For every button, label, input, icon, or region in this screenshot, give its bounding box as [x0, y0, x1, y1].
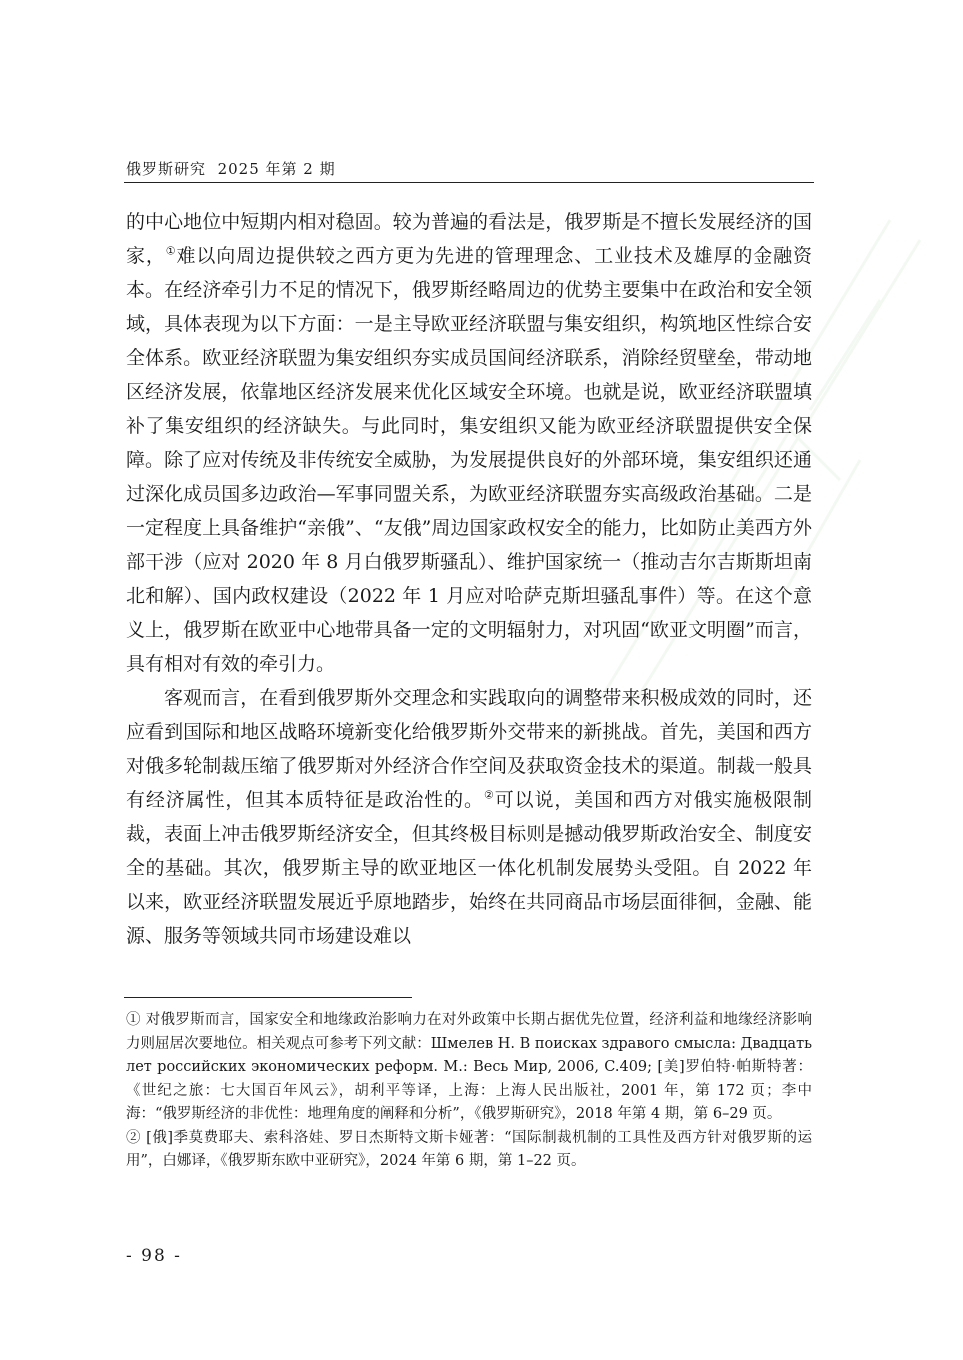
- paragraph-2: 客观而言，在看到俄罗斯外交理念和实践取向的调整带来积极成效的同时，还应看到国际和地区战略环境新变化给俄罗斯外交带来的新挑战。首先，美国和西方对俄多轮制裁压缩了俄罗斯对外经济合作空间及获取资金技术的渠道。制裁一般具有经济属性，但其本质特征是政治性的。②可以说，美国和西方对俄实施极限制裁，表面上冲击俄罗斯经济安全，但其终极目标则是撼动俄罗斯政治安全、制度安全的基础。其次，俄罗斯主导的欧亚地区一体化机制发展势头受阻。自 2022 年以来，欧亚经济联盟发展近乎原地踏步，始终在共同商品市场层面徘徊，金融、能源、服务等领域共同市场建设难以: [126, 687, 812, 947]
- footnote-rule: [124, 997, 412, 998]
- footnote-ref-1[interactable]: ①: [165, 244, 177, 258]
- footnote-1: ① 对俄罗斯而言，国家安全和地缘政治影响力在对外政策中长期占据优先位置，经济利益和地缘经济影响力则屈居次要地位。相关观点可参考下列文献：Шмелев Н. В поисках здравого смысла: Двадцать лет российских экономических реформ. М.: Весь Мир, 2006, C.409; [美]罗伯特·帕斯特著：《世纪之旅：七大国百年风云》，胡利平等译，上海：上海人民出版社，2001 年，第 172 页；李中海：“俄罗斯经济的非优性：地理角度的阐释和分析”，《俄罗斯研究》，2018 年第 4 期，第 6–29 页。: [126, 1012, 812, 1122]
- footnote-2: ② [俄]季莫费耶夫、索科洛娃、罗日杰斯特文斯卡娅著：“国际制裁机制的工具性及西方针对俄罗斯的运用”，白娜译，《俄罗斯东欧中亚研究》，2024 年第 6 期，第 1–22 页。: [126, 1129, 812, 1169]
- main-text: [126, 205, 812, 953]
- journal-name: 俄罗斯研究: [126, 160, 207, 178]
- issue-label: 2025 年第 2 期: [217, 160, 336, 178]
- page-number: - 98 -: [126, 1246, 182, 1266]
- paragraph-1: 的中心地位中短期内相对稳固。较为普遍的看法是，俄罗斯是不擅长发展经济的国家，①难以向周边提供较之西方更为先进的管理理念、工业技术及雄厚的金融资本。在经济牵引力不足的情况下，俄罗斯经略周边的优势主要集中在政治和安全领域，具体表现为以下方面：一是主导欧亚经济联盟与集安组织，构筑地区性综合安全体系。欧亚经济联盟为集安组织夯实成员国间经济联系，消除经贸壁垒，带动地区经济发展，依靠地区经济发展来优化区域安全环境。也就是说，欧亚经济联盟填补了集安组织的经济缺失。与此同时，集安组织又能为欧亚经济联盟提供安全保障。除了应对传统及非传统安全威胁，为发展提供良好的外部环境，集安组织还通过深化成员国多边政治—军事同盟关系，为欧亚经济联盟夯实高级政治基础。二是一定程度上具备维护“亲俄”、“友俄”周边国家政权安全的能力，比如防止美西方外部干涉（应对 2020 年 8 月白俄罗斯骚乱）、维护国家统一（推动吉尔吉斯斯坦南北和解）、国内政权建设（2022 年 1 月应对哈萨克斯坦骚乱事件）等。在这个意义上，俄罗斯在欧亚中心地带具备一定的文明辐射力，对巩固“欧亚文明圈”而言，具有相对有效的牵引力。: [126, 211, 812, 675]
- header-rule: [124, 182, 814, 183]
- footnotes: [126, 1009, 812, 1174]
- running-header: [126, 158, 813, 179]
- footnote-ref-2[interactable]: ②: [483, 788, 495, 802]
